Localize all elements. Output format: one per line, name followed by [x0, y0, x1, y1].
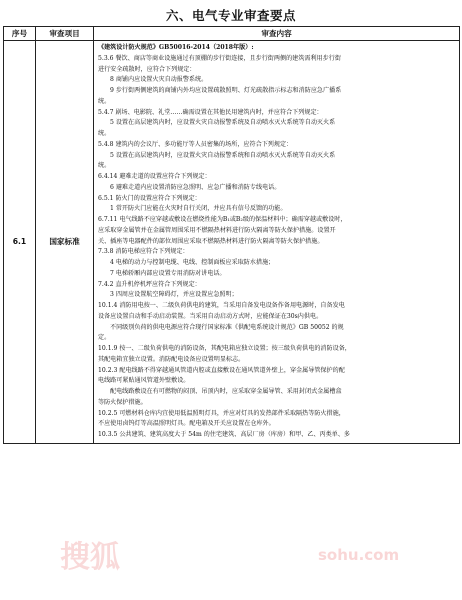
table-header-row	[4, 27, 460, 41]
content-line: 《建筑设计防火规范》GB50016-2014（2018年版）:	[98, 44, 254, 51]
content-line: 6.7.11 电气线路不应穿越或敷设在燃烧性能为B₁或B₂级的保温材料中；确需穿越或敷设时，	[98, 216, 347, 223]
content-line: 等防火保护措施。	[98, 398, 147, 406]
content-line: 8 商铺内应设置火灾自动报警系统。	[110, 76, 208, 84]
content-line: 5 设置在高层建筑内时，应设置火灾自动报警系统和自动喷水灭火系统等自动灭火系	[110, 151, 336, 159]
row-serial-no: 6.1	[4, 41, 36, 444]
row-review-content	[94, 41, 460, 444]
content-line: 其配电箱宜独立设置。消防配电设备应设置明显标志。	[98, 355, 245, 363]
content-line: 10.2.3 配电线路不得穿越通风管道内腔或直接敷设在通风管道外壁上，穿金属导管保护的配	[98, 366, 345, 374]
watermark-site: sohu.com	[318, 546, 400, 564]
content-line: 7.3.8 消防电梯应符合下列规定：	[98, 248, 189, 256]
header-review-item: 审查项目	[36, 27, 94, 41]
content-line: 电线路可紧贴通风管道外壁敷设。	[98, 377, 190, 385]
header-serial-no: 序号	[4, 27, 36, 41]
row-review-item: 国家标准	[36, 41, 94, 444]
content-line: 统。	[98, 130, 111, 137]
content-line: 6 避难走道内应设置消防应急照明、应急广播和消防专线电话。	[110, 183, 281, 191]
content-line: 6.5.1 防火门的设置应符合下列规定：	[98, 194, 201, 202]
content-line: 不应使用卤钨灯等高温照明灯具。配电箱及开关应设置在仓库外。	[98, 420, 275, 428]
content-line: 7 电梯轿厢内部应设置专用消防对讲电话。	[110, 269, 226, 277]
content-line: 10.1.4 消防用电按一、二级负荷供电的建筑，当采用自备发电设备作备用电源时，自备发电	[98, 302, 345, 309]
content-line: 10.2.5 可燃材料仓库内宜使用低温照明灯具，并应对灯具的发热部件采取隔热等防火措施，	[98, 409, 345, 417]
content-line: 10.3.5 公共建筑、建筑高度大于 54m 的住宅建筑、高层厂房（库房）和甲、乙、丙类单、多	[98, 431, 351, 438]
content-line: 10.1.9 按一、二级负荷供电的消防设备，其配电箱应独立设置；按三级负荷供电的消防设备，	[98, 345, 351, 352]
content-line: 9 步行街两侧建筑的商铺内外均应设置疏散照明、灯光疏散指示标志和消防应急广播系	[110, 87, 342, 94]
content-line: 5.4.8 建筑内的会议厅、多功能厅等人员密集的场所，应符合下列规定：	[98, 140, 293, 148]
page-title: 六、电气专业审查要点	[165, 8, 296, 23]
review-table	[3, 26, 460, 444]
content-line: 4 电梯的动力与控制电缆、电线、控制面板应采取防水措施；	[110, 259, 275, 266]
header-review-content: 审查内容	[94, 27, 460, 41]
content-line: 5.4.7 剧场、电影院、礼堂……确需设置在其他民用建筑内时，并应符合下列规定：	[98, 108, 323, 116]
content-line: 5 设置在高层建筑内时，应设置火灾自动报警系统及自动喷水灭火系统等自动灭火系	[110, 119, 336, 127]
table-row	[4, 41, 460, 444]
content-line: 进行安全疏散时，应符合下列规定：	[98, 65, 196, 73]
content-line: 5.3.6 餐饮、商店等商业设施通过有顶棚的步行街连接，且步行街两侧的建筑需利用步行街	[98, 54, 341, 62]
content-line: 定。	[98, 334, 111, 342]
content-line: 7.4.2 直升机停机坪应符合下列规定：	[98, 280, 201, 288]
content-line: 应采取穿金属管并在金属管周围采用不燃隔热材料进行防火隔离等防火保护措施。设置开	[98, 226, 336, 234]
content-line: 设备应设置自动和手动启动装置。当采用自动启动方式时，应能保证在30s内供电。	[98, 312, 323, 320]
content-line: 统。	[98, 162, 111, 170]
content-line: 3 四周应设置航空障碍灯，并应设置应急照明；	[110, 291, 238, 299]
content-line: 统。	[98, 97, 111, 105]
content-line: 1 常开防火门应能在火灾时自行关闭，并应具有信号反馈的功能。	[110, 205, 287, 213]
content-line: 配电线路敷设在有可燃物的闷顶、吊顶内时，应采取穿金属导管、采用封闭式金属槽盒	[110, 388, 342, 395]
content-line: 不同级别负荷的供电电源应符合现行国家标准《供配电系统设计规范》GB 50052 的规	[110, 323, 344, 331]
content-line: 6.4.14 避难走道的设置应符合下列规定：	[98, 173, 211, 180]
watermark-logo: 搜狐	[60, 540, 120, 575]
content-line: 关、插座等电器配件的部位周围应采取不燃隔热材料进行防火隔离等防火保护措施。	[98, 237, 324, 245]
